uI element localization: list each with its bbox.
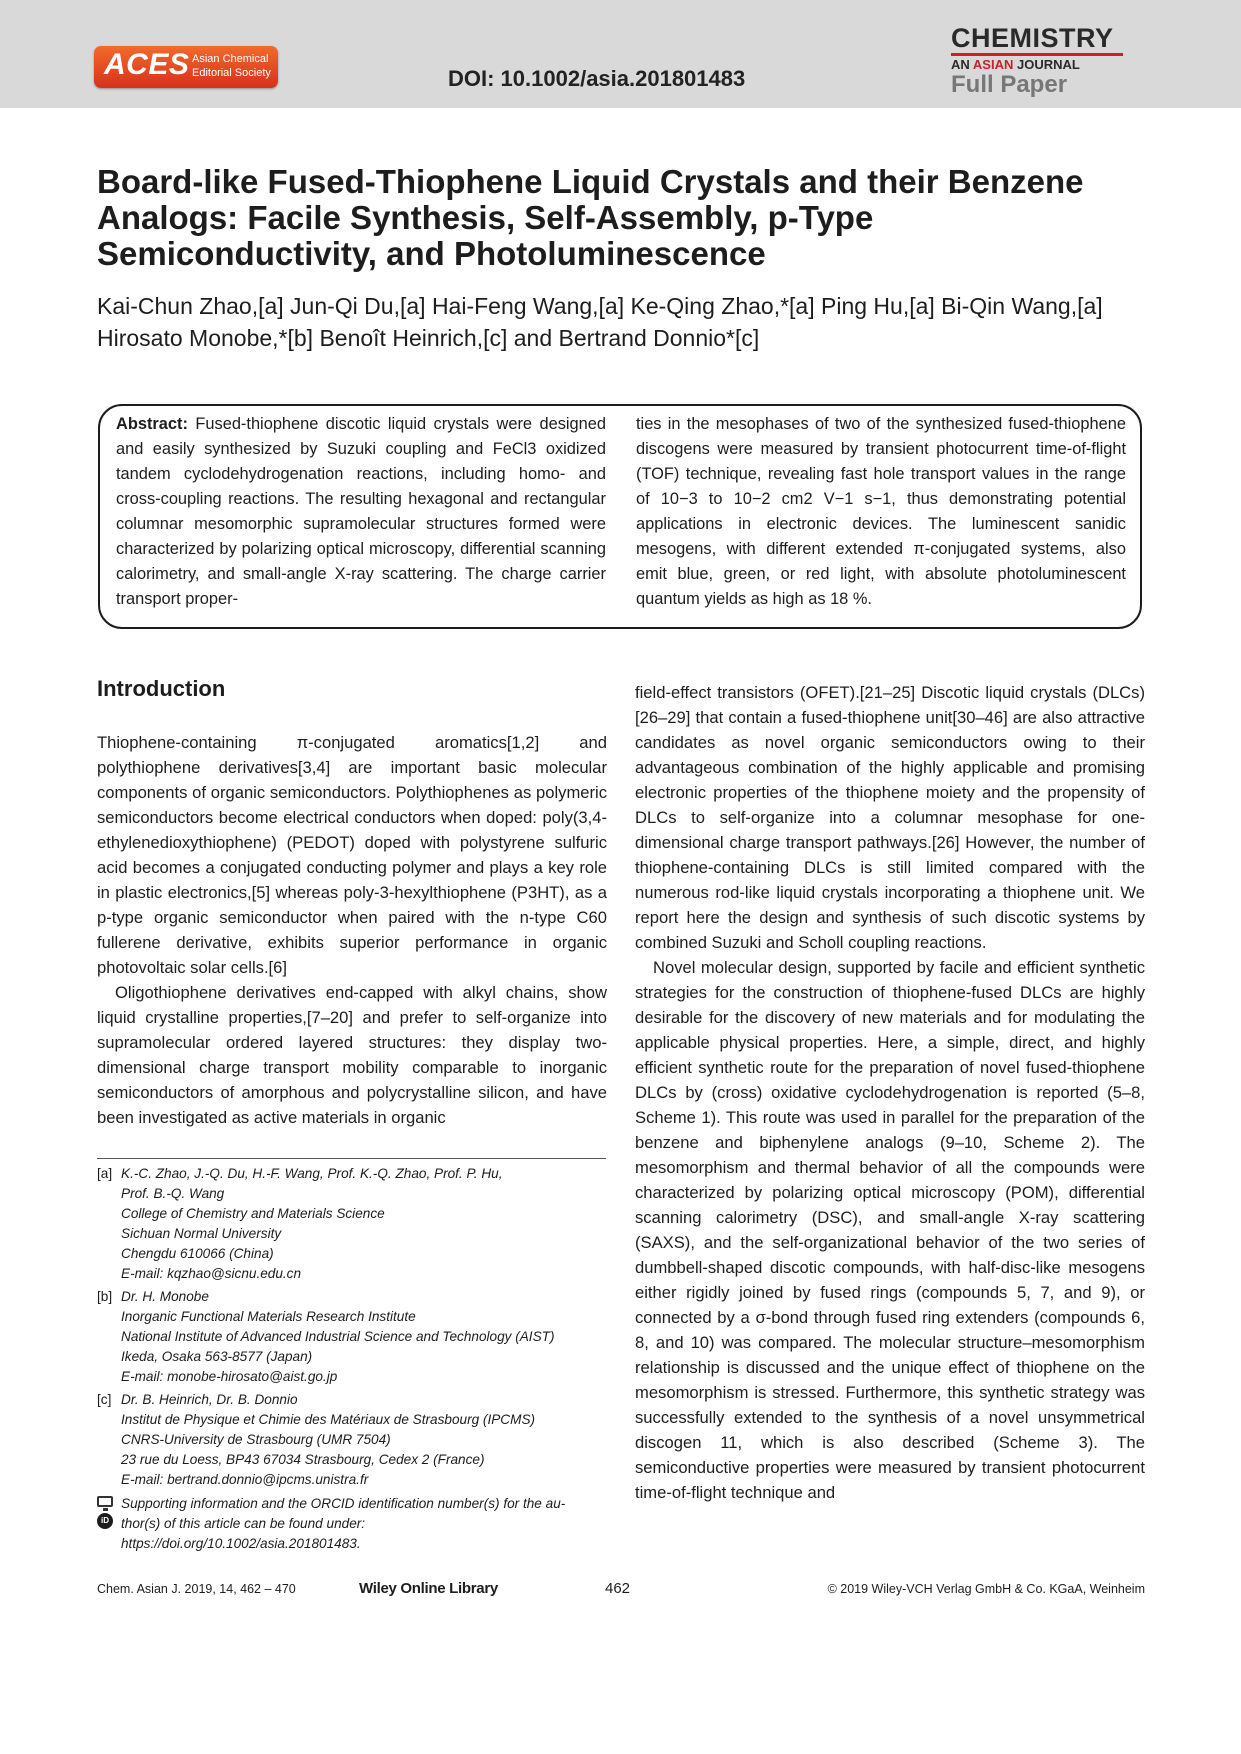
paper-title: Board-like Fused-Thiophene Liquid Crystals and their Benzene Analogs: Facile Synthesis, Self-Assembly, p-Type Semiconductivity, and Photoluminescence bbox=[97, 163, 1084, 272]
footer-page-number: 462 bbox=[605, 1580, 631, 1597]
footnote-b bbox=[97, 1287, 617, 1387]
footnote-line: Chengdu 610066 (China) bbox=[121, 1246, 274, 1261]
footnote-line: Institut de Physique et Chimie des Matériaux de Strasbourg (IPCMS) bbox=[121, 1412, 536, 1427]
footnote-line: Prof. B.-Q. Wang bbox=[121, 1186, 225, 1201]
footnote-line: 23 rue du Loess, BP43 67034 Strasbourg, Cedex 2 (France) bbox=[121, 1452, 485, 1467]
body-right-column bbox=[635, 680, 1145, 1505]
footer-library-link[interactable]: Wiley Online Library bbox=[359, 1580, 498, 1597]
orcid-icon: iD bbox=[97, 1513, 113, 1529]
footnote-line: National Institute of Advanced Industrial Science and Technology (AIST) bbox=[121, 1329, 555, 1344]
intro-paragraph-4: Novel molecular design, supported by facile and efficient synthetic strategies for the construction of thiophene-fused DLCs are highly desirable for the discovery of new materials and for modulating the applicable physical properties. Here, a simple, direct, and highly efficient synthetic route for the preparation of novel fused-thiophene DLCs by (cross) oxidative cyclodehydrogenation is reported (5–8, Scheme 1). This route was used in parallel for the preparation of the benzene and biphenylene analogs (9–10, Scheme 2). The mesomorphism and thermal behavior of all the compounds were characterized by polarizing optical microscopy (POM), differential scanning calorimetry (DSC), and small-angle X-ray scattering (SAXS), and the self-organizational behavior of the two series of dumbbell-shaped discotic compounds, with half-disc-like mesogens either rigidly joined by fused rings (compounds 5, 7, and 9), or connected by a σ-bond through fused ring extenders (compounds 6, 8, and 10) was compared. The molecular structure–mesomorphism relationship is discussed and the unique effect of thiophene on the mesomorphism is stressed. Furthermore, this synthetic strategy was successfully extended to the synthesis of a novel unsymmetrical discogen 11, which is also described (Scheme 3). The semiconductive properties were measured by transient photocurrent time-of-flight technique and bbox=[635, 958, 1145, 1502]
footnote-email[interactable]: E-mail: bertrand.donnio@ipcms.unistra.fr bbox=[121, 1472, 369, 1487]
support-link[interactable]: https://doi.org/10.1002/asia.201801483. bbox=[121, 1536, 361, 1551]
footnote-line: Dr. H. Monobe bbox=[121, 1289, 209, 1304]
affiliation-footnotes bbox=[97, 1164, 617, 1554]
supporting-info-note bbox=[97, 1494, 617, 1554]
abstract-right-column: ties in the mesophases of two of the synthesized fused-thiophene discogens were measured by transient photocurrent time-of-flight (TOF) technique, revealing fast hole transport values in the range of 10−3 to 10−2 cm2 V−1 s−1, thus demonstrating potential applications in electronic devices. The luminescent sanidic mesogens, with different extended π-conjugated systems, also emit blue, green, or red light, with absolute photoluminescent quantum yields as high as 18 %. bbox=[636, 415, 1126, 608]
journal-sub-suffix: JOURNAL bbox=[1017, 57, 1080, 72]
intro-paragraph-1: Thiophene-containing π-conjugated aromatics[1,2] and polythiophene derivatives[3,4] are important basic molecular components of organic semiconductors. Polythiophenes as polymeric semiconductors become electrical conductors when doped: poly(3,4-ethylenedioxythiophene) (PEDOT) doped with polystyrene sulfuric acid becomes a conjugated conducting polymer and plays a key role in plastic electronics,[5] whereas poly-3-hexylthiophene (P3HT), as a p-type organic semiconductor when paired with the n-type C60 fullerene derivative, exhibits superior performance in organic photovoltaic solar cells.[6] bbox=[97, 733, 607, 977]
abstract-text-left: Fused-thiophene discotic liquid crystals were designed and easily synthesized by Suzuki coupling and FeCl3 oxidized tandem cyclodehydrogenation reactions, including homo- and cross-coupling reactions. The resulting hexagonal and rectangular columnar mesomorphic supramolecular structures formed were characterized by polarizing optical microscopy, differential scanning calorimetry, and small-angle X-ray scattering. The charge carrier transport proper- bbox=[116, 415, 606, 608]
support-line: thor(s) of this article can be found under: bbox=[121, 1516, 366, 1531]
journal-sub-accent: ASIAN bbox=[972, 57, 1014, 72]
journal-subtitle bbox=[951, 57, 1123, 72]
aces-logo-text: ACES bbox=[104, 48, 190, 81]
footnote-line: Sichuan Normal University bbox=[121, 1226, 282, 1241]
footnote-tag: [a] bbox=[97, 1166, 113, 1181]
author-list bbox=[97, 290, 1157, 354]
page-footer bbox=[97, 1580, 1147, 1600]
journal-brand bbox=[951, 24, 1123, 98]
footnote-email[interactable]: E-mail: kqzhao@sicnu.edu.cn bbox=[121, 1266, 302, 1281]
footer-citation: Chem. Asian J. 2019, 14, 462 – 470 bbox=[97, 1582, 296, 1596]
section-heading-introduction: Introduction bbox=[97, 676, 226, 701]
footnote-tag: [b] bbox=[97, 1289, 113, 1304]
footnote-a bbox=[97, 1164, 617, 1284]
footnote-line: Dr. B. Heinrich, Dr. B. Donnio bbox=[121, 1392, 298, 1407]
footnote-email[interactable]: E-mail: monobe-hirosato@aist.go.jp bbox=[121, 1369, 338, 1384]
footnote-tag: [c] bbox=[97, 1392, 112, 1407]
author-line-1: Kai-Chun Zhao,[a] Jun-Qi Du,[a] Hai-Feng Wang,[a] Ke-Qing Zhao,*[a] Ping Hu,[a] Bi-Qin Wang,[a] bbox=[97, 293, 1103, 319]
footer-copyright: © 2019 Wiley-VCH Verlag GmbH & Co. KGaA, Weinheim bbox=[827, 1582, 1145, 1596]
footnote-line: Inorganic Functional Materials Research Institute bbox=[121, 1309, 416, 1324]
footnote-line: College of Chemistry and Materials Science bbox=[121, 1206, 385, 1221]
aces-logo-subtext: Asian Chemical Editorial Society bbox=[192, 53, 271, 79]
abstract-left-column bbox=[116, 412, 606, 612]
support-icons bbox=[97, 1496, 115, 1529]
monitor-icon bbox=[97, 1496, 113, 1507]
abstract-label: Abstract: bbox=[116, 415, 188, 433]
doi-label: DOI: 10.1002/asia.201801483 bbox=[448, 66, 746, 91]
footnote-divider bbox=[97, 1158, 606, 1159]
journal-sub-prefix: AN bbox=[951, 57, 970, 72]
intro-paragraph-2: Oligothiophene derivatives end-capped with alkyl chains, show liquid crystalline properties,[7–20] and prefer to self-organize into supramolecular ordered layered structures: they display two-dimensional charge transport mobility comparable to inorganic semiconductors of amorphous and polycrystalline silicon, and have been investigated as active materials in organic bbox=[97, 983, 607, 1127]
support-line: Supporting information and the ORCID identification number(s) for the au- bbox=[121, 1496, 566, 1511]
journal-rule bbox=[951, 53, 1123, 56]
footnote-c bbox=[97, 1390, 617, 1490]
footnote-line: Ikeda, Osaka 563-8577 (Japan) bbox=[121, 1349, 313, 1364]
journal-name: CHEMISTRY bbox=[951, 23, 1114, 53]
article-type: Full Paper bbox=[951, 71, 1068, 98]
footnote-line: CNRS-University de Strasbourg (UMR 7504) bbox=[121, 1432, 391, 1447]
body-left-column bbox=[97, 730, 607, 1130]
intro-paragraph-3: field-effect transistors (OFET).[21–25] Discotic liquid crystals (DLCs)[26–29] that contain a fused-thiophene unit[30–46] are also attractive candidates as novel organic semiconductors owing to their advantageous combination of the highly applicable and promising electronic properties of the thiophene moiety and the propensity of DLCs to self-organize into a columnar mesophase for one-dimensional charge transport pathways.[26] However, the number of thiophene-containing DLCs is still limited compared with the numerous rod-like liquid crystals incorporating a thiophene unit. We report here the design and synthesis of such discotic systems by combined Suzuki and Scholl coupling reactions. bbox=[635, 683, 1145, 952]
author-line-2: Hirosato Monobe,*[b] Benoît Heinrich,[c] and Bertrand Donnio*[c] bbox=[97, 325, 760, 351]
aces-logo bbox=[94, 46, 278, 88]
footnote-line: K.-C. Zhao, J.-Q. Du, H.-F. Wang, Prof. K.-Q. Zhao, Prof. P. Hu, bbox=[121, 1166, 503, 1181]
